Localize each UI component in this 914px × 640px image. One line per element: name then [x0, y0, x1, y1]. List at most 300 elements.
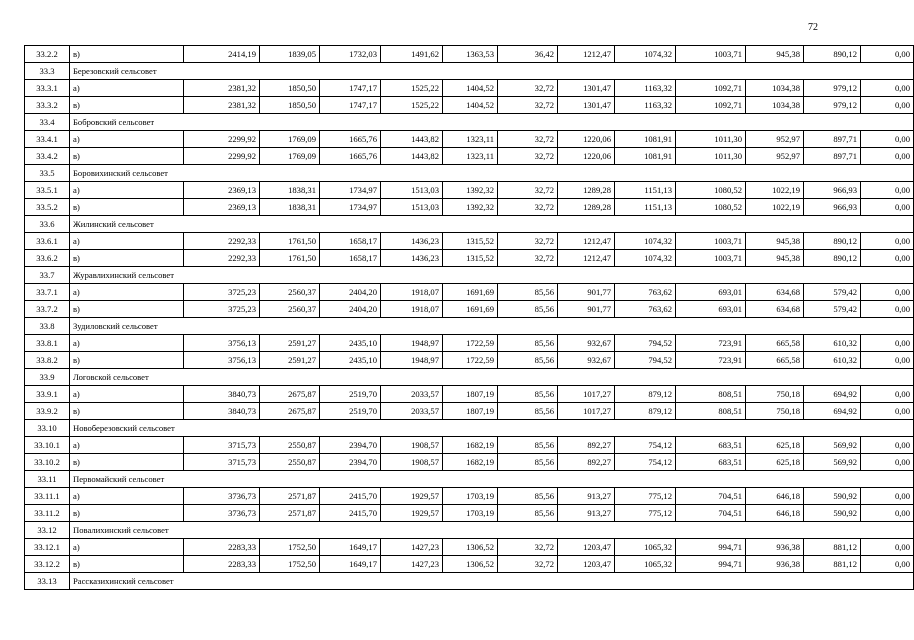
- value-cell: 2550,87: [260, 454, 320, 471]
- value-cell: 569,92: [804, 454, 861, 471]
- value-cell: 1323,11: [443, 148, 498, 165]
- section-name: Зудиловский сельсовет: [70, 318, 914, 335]
- value-cell: 913,27: [558, 505, 615, 522]
- value-cell: 1404,52: [443, 80, 498, 97]
- value-cell: 723,91: [676, 352, 746, 369]
- value-cell: 569,92: [804, 437, 861, 454]
- row-code: 33.10.2: [25, 454, 70, 471]
- value-cell: 2292,33: [184, 250, 260, 267]
- table-row: [25, 250, 914, 267]
- value-cell: 665,58: [746, 335, 804, 352]
- table-row: [25, 403, 914, 420]
- row-subitem: в): [70, 148, 184, 165]
- row-code: 33.11.1: [25, 488, 70, 505]
- table-row: [25, 505, 914, 522]
- value-cell: 1722,59: [443, 352, 498, 369]
- value-cell: 794,52: [615, 352, 676, 369]
- section-code: 33.12: [25, 522, 70, 539]
- value-cell: 1017,27: [558, 386, 615, 403]
- value-cell: 1081,91: [615, 148, 676, 165]
- table-row: [25, 233, 914, 250]
- table-row: [25, 131, 914, 148]
- value-cell: 1022,19: [746, 182, 804, 199]
- value-cell: 2675,87: [260, 403, 320, 420]
- row-code: 33.4.1: [25, 131, 70, 148]
- section-header-row: [25, 420, 914, 437]
- page-number: 72: [808, 22, 818, 33]
- value-cell: 1691,69: [443, 284, 498, 301]
- section-name: Первомайский сельсовет: [70, 471, 914, 488]
- row-code: 33.7.1: [25, 284, 70, 301]
- value-cell: 85,56: [498, 335, 558, 352]
- section-header-row: [25, 471, 914, 488]
- value-cell: 2394,70: [320, 437, 381, 454]
- value-cell: 2675,87: [260, 386, 320, 403]
- value-cell: 2033,57: [381, 403, 443, 420]
- value-cell: 2033,57: [381, 386, 443, 403]
- value-cell: 750,18: [746, 403, 804, 420]
- value-cell: 2369,13: [184, 182, 260, 199]
- value-cell: 1034,38: [746, 97, 804, 114]
- value-cell: 901,77: [558, 301, 615, 318]
- table-row: [25, 352, 914, 369]
- value-cell: 36,42: [498, 46, 558, 63]
- value-cell: 2560,37: [260, 284, 320, 301]
- value-cell: 85,56: [498, 403, 558, 420]
- value-cell: 1703,19: [443, 505, 498, 522]
- value-cell: 2404,20: [320, 284, 381, 301]
- section-code: 33.8: [25, 318, 70, 335]
- value-cell: 634,68: [746, 301, 804, 318]
- value-cell: 1703,19: [443, 488, 498, 505]
- value-cell: 1022,19: [746, 199, 804, 216]
- value-cell: 1315,52: [443, 233, 498, 250]
- value-cell: 1850,50: [260, 97, 320, 114]
- value-cell: 0,00: [861, 539, 914, 556]
- value-cell: 610,32: [804, 352, 861, 369]
- value-cell: 3725,23: [184, 301, 260, 318]
- table-row: [25, 539, 914, 556]
- value-cell: 32,72: [498, 539, 558, 556]
- value-cell: 1212,47: [558, 233, 615, 250]
- row-code: 33.6.1: [25, 233, 70, 250]
- value-cell: 1769,09: [260, 131, 320, 148]
- value-cell: 1065,32: [615, 556, 676, 573]
- value-cell: 0,00: [861, 301, 914, 318]
- value-cell: 0,00: [861, 233, 914, 250]
- value-cell: 1682,19: [443, 437, 498, 454]
- value-cell: 0,00: [861, 437, 914, 454]
- row-code: 33.12.1: [25, 539, 70, 556]
- value-cell: 1220,06: [558, 148, 615, 165]
- row-subitem: а): [70, 233, 184, 250]
- value-cell: 610,32: [804, 335, 861, 352]
- value-cell: 85,56: [498, 301, 558, 318]
- value-cell: 945,38: [746, 233, 804, 250]
- value-cell: 1682,19: [443, 454, 498, 471]
- value-cell: 693,01: [676, 284, 746, 301]
- value-cell: 634,68: [746, 284, 804, 301]
- value-cell: 1003,71: [676, 233, 746, 250]
- value-cell: 1363,53: [443, 46, 498, 63]
- section-header-row: [25, 267, 914, 284]
- row-subitem: в): [70, 301, 184, 318]
- value-cell: 1436,23: [381, 250, 443, 267]
- row-subitem: а): [70, 488, 184, 505]
- value-cell: 1074,32: [615, 46, 676, 63]
- value-cell: 1092,71: [676, 97, 746, 114]
- value-cell: 723,91: [676, 335, 746, 352]
- value-cell: 2571,87: [260, 488, 320, 505]
- table-row: [25, 488, 914, 505]
- value-cell: 1163,32: [615, 97, 676, 114]
- row-subitem: а): [70, 131, 184, 148]
- value-cell: 1315,52: [443, 250, 498, 267]
- value-cell: 1752,50: [260, 556, 320, 573]
- value-cell: 694,92: [804, 386, 861, 403]
- value-cell: 0,00: [861, 556, 914, 573]
- value-cell: 1838,31: [260, 199, 320, 216]
- row-subitem: в): [70, 46, 184, 63]
- row-subitem: а): [70, 284, 184, 301]
- value-cell: 1034,38: [746, 80, 804, 97]
- value-cell: 966,93: [804, 199, 861, 216]
- value-cell: 3715,73: [184, 454, 260, 471]
- row-subitem: а): [70, 80, 184, 97]
- value-cell: 763,62: [615, 284, 676, 301]
- value-cell: 1220,06: [558, 131, 615, 148]
- table-row: [25, 182, 914, 199]
- row-code: 33.3.1: [25, 80, 70, 97]
- value-cell: 1761,50: [260, 250, 320, 267]
- value-cell: 0,00: [861, 46, 914, 63]
- section-header-row: [25, 165, 914, 182]
- section-header-row: [25, 63, 914, 80]
- value-cell: 1017,27: [558, 403, 615, 420]
- value-cell: 890,12: [804, 46, 861, 63]
- value-cell: 1081,91: [615, 131, 676, 148]
- value-cell: 32,72: [498, 233, 558, 250]
- value-cell: 2415,70: [320, 488, 381, 505]
- value-cell: 1908,57: [381, 454, 443, 471]
- table-row: [25, 97, 914, 114]
- value-cell: 590,92: [804, 488, 861, 505]
- section-code: 33.11: [25, 471, 70, 488]
- value-cell: 2591,27: [260, 335, 320, 352]
- value-cell: 1080,52: [676, 182, 746, 199]
- value-cell: 994,71: [676, 556, 746, 573]
- value-cell: 1525,22: [381, 80, 443, 97]
- table-row: [25, 556, 914, 573]
- table-row: [25, 454, 914, 471]
- row-code: 33.12.2: [25, 556, 70, 573]
- value-cell: 1074,32: [615, 233, 676, 250]
- value-cell: 85,56: [498, 437, 558, 454]
- value-cell: 1151,13: [615, 199, 676, 216]
- value-cell: 1838,31: [260, 182, 320, 199]
- value-cell: 1163,32: [615, 80, 676, 97]
- value-cell: 704,51: [676, 488, 746, 505]
- value-cell: 3715,73: [184, 437, 260, 454]
- value-cell: 952,97: [746, 131, 804, 148]
- table-row: [25, 301, 914, 318]
- value-cell: 85,56: [498, 505, 558, 522]
- value-cell: 694,92: [804, 403, 861, 420]
- value-cell: 2435,10: [320, 335, 381, 352]
- table-row: [25, 46, 914, 63]
- value-cell: 1443,82: [381, 131, 443, 148]
- value-cell: 3840,73: [184, 403, 260, 420]
- value-cell: 881,12: [804, 539, 861, 556]
- value-cell: 1513,03: [381, 182, 443, 199]
- row-code: 33.9.1: [25, 386, 70, 403]
- value-cell: 3840,73: [184, 386, 260, 403]
- value-cell: 1513,03: [381, 199, 443, 216]
- section-name: Новоберезовский сельсовет: [70, 420, 914, 437]
- value-cell: 901,77: [558, 284, 615, 301]
- value-cell: 32,72: [498, 556, 558, 573]
- value-cell: 945,38: [746, 46, 804, 63]
- value-cell: 85,56: [498, 284, 558, 301]
- section-name: Березовский сельсовет: [70, 63, 914, 80]
- value-cell: 808,51: [676, 403, 746, 420]
- value-cell: 1649,17: [320, 556, 381, 573]
- value-cell: 2571,87: [260, 505, 320, 522]
- value-cell: 1203,47: [558, 539, 615, 556]
- table-row: [25, 80, 914, 97]
- value-cell: 0,00: [861, 250, 914, 267]
- row-code: 33.11.2: [25, 505, 70, 522]
- table-row: [25, 335, 914, 352]
- value-cell: 1732,03: [320, 46, 381, 63]
- section-name: Повалихинский сельсовет: [70, 522, 914, 539]
- value-cell: 1392,32: [443, 182, 498, 199]
- row-code: 33.10.1: [25, 437, 70, 454]
- value-cell: 897,71: [804, 148, 861, 165]
- value-cell: 3736,73: [184, 505, 260, 522]
- row-subitem: в): [70, 556, 184, 573]
- section-code: 33.3: [25, 63, 70, 80]
- section-header-row: [25, 114, 914, 131]
- value-cell: 32,72: [498, 250, 558, 267]
- value-cell: 1734,97: [320, 182, 381, 199]
- value-cell: 625,18: [746, 454, 804, 471]
- value-cell: 1011,30: [676, 148, 746, 165]
- value-cell: 936,38: [746, 556, 804, 573]
- value-cell: 85,56: [498, 386, 558, 403]
- value-cell: 2283,33: [184, 539, 260, 556]
- row-code: 33.7.2: [25, 301, 70, 318]
- value-cell: 1212,47: [558, 46, 615, 63]
- section-code: 33.10: [25, 420, 70, 437]
- value-cell: 85,56: [498, 488, 558, 505]
- table-row: [25, 437, 914, 454]
- value-cell: 879,12: [615, 403, 676, 420]
- row-code: 33.4.2: [25, 148, 70, 165]
- value-cell: 1769,09: [260, 148, 320, 165]
- value-cell: 2369,13: [184, 199, 260, 216]
- value-cell: 2591,27: [260, 352, 320, 369]
- value-cell: 2560,37: [260, 301, 320, 318]
- value-cell: 590,92: [804, 505, 861, 522]
- value-cell: 1658,17: [320, 233, 381, 250]
- value-cell: 0,00: [861, 97, 914, 114]
- value-cell: 1839,05: [260, 46, 320, 63]
- value-cell: 2435,10: [320, 352, 381, 369]
- value-cell: 1747,17: [320, 97, 381, 114]
- row-code: 33.8.2: [25, 352, 70, 369]
- value-cell: 1289,28: [558, 199, 615, 216]
- section-code: 33.9: [25, 369, 70, 386]
- value-cell: 1747,17: [320, 80, 381, 97]
- value-cell: 1404,52: [443, 97, 498, 114]
- value-cell: 1323,11: [443, 131, 498, 148]
- value-cell: 1301,47: [558, 80, 615, 97]
- value-cell: 932,67: [558, 352, 615, 369]
- value-cell: 693,01: [676, 301, 746, 318]
- value-cell: 2415,70: [320, 505, 381, 522]
- section-header-row: [25, 522, 914, 539]
- value-cell: 32,72: [498, 97, 558, 114]
- value-cell: 704,51: [676, 505, 746, 522]
- value-cell: 1807,19: [443, 386, 498, 403]
- value-cell: 0,00: [861, 199, 914, 216]
- value-cell: 945,38: [746, 250, 804, 267]
- value-cell: 1392,32: [443, 199, 498, 216]
- value-cell: 994,71: [676, 539, 746, 556]
- value-cell: 1525,22: [381, 97, 443, 114]
- table-row: [25, 199, 914, 216]
- row-code: 33.2.2: [25, 46, 70, 63]
- value-cell: 1929,57: [381, 505, 443, 522]
- value-cell: 775,12: [615, 505, 676, 522]
- value-cell: 32,72: [498, 148, 558, 165]
- value-cell: 1003,71: [676, 46, 746, 63]
- value-cell: 2404,20: [320, 301, 381, 318]
- row-code: 33.3.2: [25, 97, 70, 114]
- value-cell: 897,71: [804, 131, 861, 148]
- value-cell: 890,12: [804, 250, 861, 267]
- value-cell: 665,58: [746, 352, 804, 369]
- section-header-row: [25, 318, 914, 335]
- value-cell: 1658,17: [320, 250, 381, 267]
- value-cell: 85,56: [498, 352, 558, 369]
- value-cell: 1807,19: [443, 403, 498, 420]
- row-subitem: в): [70, 403, 184, 420]
- row-code: 33.5.1: [25, 182, 70, 199]
- value-cell: 1203,47: [558, 556, 615, 573]
- tariff-table: [24, 45, 914, 590]
- value-cell: 2299,92: [184, 131, 260, 148]
- value-cell: 2394,70: [320, 454, 381, 471]
- value-cell: 1908,57: [381, 437, 443, 454]
- row-subitem: а): [70, 539, 184, 556]
- value-cell: 3736,73: [184, 488, 260, 505]
- section-name: Журавлихинский сельсовет: [70, 267, 914, 284]
- value-cell: 1665,76: [320, 148, 381, 165]
- value-cell: 1301,47: [558, 97, 615, 114]
- value-cell: 1289,28: [558, 182, 615, 199]
- value-cell: 579,42: [804, 301, 861, 318]
- value-cell: 892,27: [558, 454, 615, 471]
- value-cell: 2550,87: [260, 437, 320, 454]
- row-subitem: а): [70, 182, 184, 199]
- value-cell: 32,72: [498, 182, 558, 199]
- value-cell: 2381,32: [184, 97, 260, 114]
- value-cell: 775,12: [615, 488, 676, 505]
- section-name: Бобровский сельсовет: [70, 114, 914, 131]
- value-cell: 1212,47: [558, 250, 615, 267]
- row-subitem: в): [70, 199, 184, 216]
- value-cell: 3756,13: [184, 352, 260, 369]
- value-cell: 1306,52: [443, 556, 498, 573]
- value-cell: 881,12: [804, 556, 861, 573]
- row-code: 33.6.2: [25, 250, 70, 267]
- value-cell: 1443,82: [381, 148, 443, 165]
- value-cell: 1752,50: [260, 539, 320, 556]
- value-cell: 1722,59: [443, 335, 498, 352]
- value-cell: 754,12: [615, 437, 676, 454]
- section-header-row: [25, 216, 914, 233]
- value-cell: 625,18: [746, 437, 804, 454]
- value-cell: 1918,07: [381, 301, 443, 318]
- value-cell: 763,62: [615, 301, 676, 318]
- value-cell: 0,00: [861, 386, 914, 403]
- value-cell: 754,12: [615, 454, 676, 471]
- value-cell: 646,18: [746, 488, 804, 505]
- value-cell: 85,56: [498, 454, 558, 471]
- value-cell: 683,51: [676, 437, 746, 454]
- row-subitem: а): [70, 386, 184, 403]
- value-cell: 932,67: [558, 335, 615, 352]
- section-code: 33.5: [25, 165, 70, 182]
- value-cell: 1306,52: [443, 539, 498, 556]
- row-code: 33.8.1: [25, 335, 70, 352]
- value-cell: 1065,32: [615, 539, 676, 556]
- value-cell: 0,00: [861, 182, 914, 199]
- value-cell: 0,00: [861, 505, 914, 522]
- value-cell: 1427,23: [381, 539, 443, 556]
- value-cell: 0,00: [861, 454, 914, 471]
- value-cell: 3756,13: [184, 335, 260, 352]
- value-cell: 1151,13: [615, 182, 676, 199]
- section-code: 33.13: [25, 573, 70, 590]
- value-cell: 0,00: [861, 335, 914, 352]
- value-cell: 0,00: [861, 352, 914, 369]
- value-cell: 1080,52: [676, 199, 746, 216]
- section-name: Логовской сельсовет: [70, 369, 914, 386]
- row-subitem: в): [70, 352, 184, 369]
- row-subitem: а): [70, 437, 184, 454]
- value-cell: 1092,71: [676, 80, 746, 97]
- row-subitem: в): [70, 97, 184, 114]
- value-cell: 966,93: [804, 182, 861, 199]
- value-cell: 913,27: [558, 488, 615, 505]
- value-cell: 979,12: [804, 80, 861, 97]
- section-name: Боровихинский сельсовет: [70, 165, 914, 182]
- value-cell: 1649,17: [320, 539, 381, 556]
- row-code: 33.9.2: [25, 403, 70, 420]
- value-cell: 1436,23: [381, 233, 443, 250]
- section-name: Жилинский сельсовет: [70, 216, 914, 233]
- section-code: 33.7: [25, 267, 70, 284]
- row-subitem: в): [70, 454, 184, 471]
- row-subitem: а): [70, 335, 184, 352]
- value-cell: 0,00: [861, 131, 914, 148]
- table-row: [25, 284, 914, 301]
- value-cell: 0,00: [861, 148, 914, 165]
- table-row: [25, 386, 914, 403]
